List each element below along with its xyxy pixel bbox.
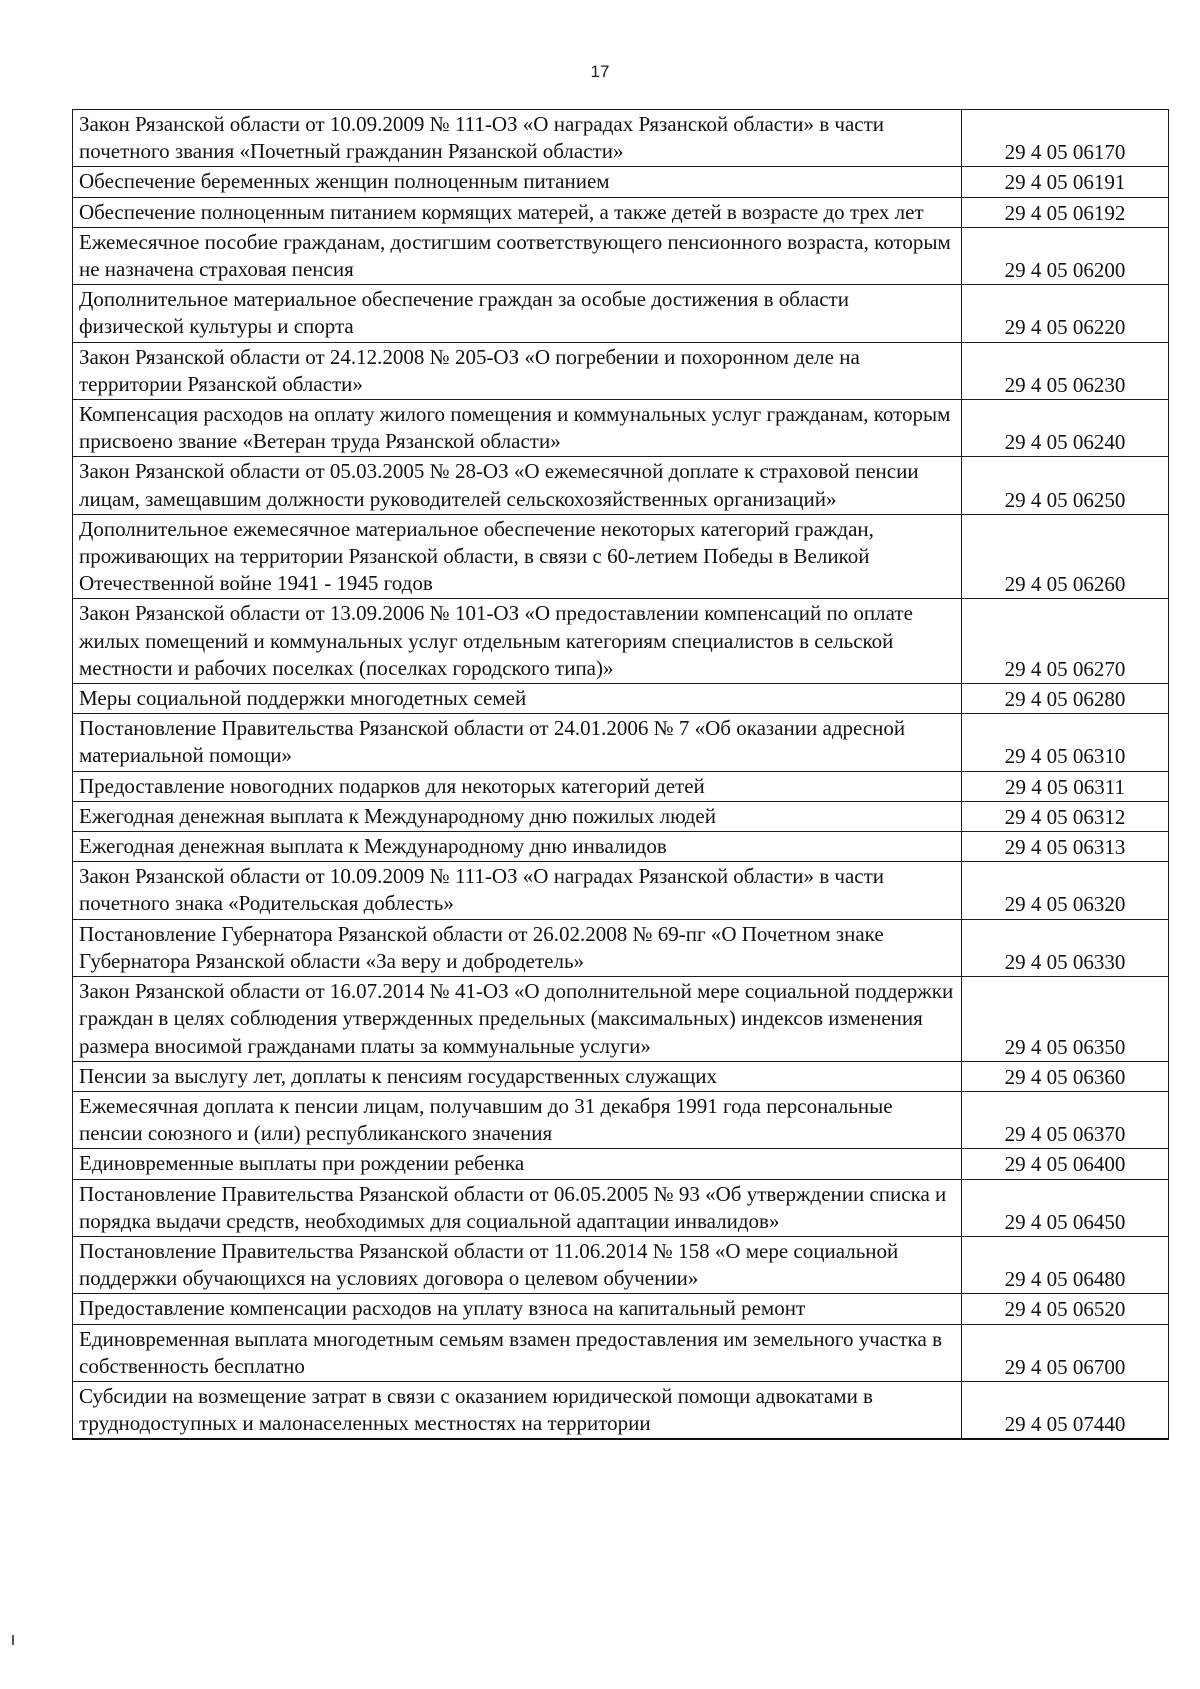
table-row — [73, 714, 1169, 771]
row-description: Субсидии на возмещение затрат в связи с оказанием юридической помощи адвокатами в труднодоступных и малонаселенных местностях на территории — [73, 1381, 962, 1439]
table-row — [73, 771, 1169, 801]
row-description: Закон Рязанской области от 05.03.2005 № 28-ОЗ «О ежемесячной доплате к страховой пенсии лицам, замещавшим должности руководителей сельскохозяйственных организаций» — [73, 457, 962, 514]
row-description: Закон Рязанской области от 24.12.2008 № 205-ОЗ «О погребении и похоронном деле на территории Рязанской области» — [73, 342, 962, 399]
row-description: Единовременные выплаты при рождении ребенка — [73, 1149, 962, 1179]
table-row — [73, 977, 1169, 1062]
table-row — [73, 1324, 1169, 1381]
row-description: Постановление Правительства Рязанской области от 06.05.2005 № 93 «Об утверждении списка и порядка выдачи средств, необходимых для социальной адаптации инвалидов» — [73, 1179, 962, 1236]
budget-classification-table — [72, 109, 1169, 1440]
row-code: 29 4 05 06311 — [962, 771, 1169, 801]
row-description: Закон Рязанской области от 10.09.2009 № 111-ОЗ «О наградах Рязанской области» в части почетного звания «Почетный гражданин Рязанской области» — [73, 110, 962, 167]
row-code: 29 4 05 06320 — [962, 862, 1169, 919]
row-code: 29 4 05 06480 — [962, 1236, 1169, 1293]
table-row — [73, 801, 1169, 831]
row-code: 29 4 05 06350 — [962, 977, 1169, 1062]
row-description: Меры социальной поддержки многодетных семей — [73, 684, 962, 714]
row-description: Пенсии за выслугу лет, доплаты к пенсиям государственных служащих — [73, 1061, 962, 1091]
table-row — [73, 832, 1169, 862]
table-row — [73, 1061, 1169, 1091]
row-description: Ежегодная денежная выплата к Международному дню пожилых людей — [73, 801, 962, 831]
table-row — [73, 1236, 1169, 1293]
row-code: 29 4 05 06310 — [962, 714, 1169, 771]
table-row — [73, 1179, 1169, 1236]
page-number: 17 — [590, 62, 610, 81]
row-code: 29 4 05 06200 — [962, 227, 1169, 284]
row-description: Обеспечение беременных женщин полноценным питанием — [73, 167, 962, 197]
table-row — [73, 227, 1169, 284]
row-description: Закон Рязанской области от 10.09.2009 № 111-ОЗ «О наградах Рязанской области» в части почетного знака «Родительская доблесть» — [73, 862, 962, 919]
row-code: 29 4 05 06270 — [962, 599, 1169, 684]
table-row — [73, 1091, 1169, 1148]
row-description: Ежегодная денежная выплата к Международному дню инвалидов — [73, 832, 962, 862]
row-description: Предоставление компенсации расходов на уплату взноса на капитальный ремонт — [73, 1294, 962, 1324]
row-code: 29 4 05 06260 — [962, 514, 1169, 599]
row-code: 29 4 05 06450 — [962, 1179, 1169, 1236]
row-code: 29 4 05 06220 — [962, 285, 1169, 342]
table-row — [73, 919, 1169, 976]
row-code: 29 4 05 06191 — [962, 167, 1169, 197]
row-code: 29 4 05 06313 — [962, 832, 1169, 862]
table-row — [73, 514, 1169, 599]
table-row — [73, 684, 1169, 714]
row-code: 29 4 05 07440 — [962, 1381, 1169, 1439]
table-row — [73, 342, 1169, 399]
table-row — [73, 197, 1169, 227]
table-row — [73, 1149, 1169, 1179]
row-code: 29 4 05 06360 — [962, 1061, 1169, 1091]
row-code: 29 4 05 06170 — [962, 110, 1169, 167]
row-code: 29 4 05 06400 — [962, 1149, 1169, 1179]
row-code: 29 4 05 06280 — [962, 684, 1169, 714]
scan-margin-mark — [12, 1635, 14, 1645]
row-code: 29 4 05 06370 — [962, 1091, 1169, 1148]
row-description: Предоставление новогодних подарков для некоторых категорий детей — [73, 771, 962, 801]
row-code: 29 4 05 06230 — [962, 342, 1169, 399]
row-description: Постановление Губернатора Рязанской области от 26.02.2008 № 69-пг «О Почетном знаке Губернатора Рязанской области «За веру и добродетель» — [73, 919, 962, 976]
table-row — [73, 400, 1169, 457]
table-row — [73, 167, 1169, 197]
row-code: 29 4 05 06330 — [962, 919, 1169, 976]
row-code: 29 4 05 06700 — [962, 1324, 1169, 1381]
row-code: 29 4 05 06520 — [962, 1294, 1169, 1324]
table-row — [73, 862, 1169, 919]
row-description: Постановление Правительства Рязанской области от 24.01.2006 № 7 «Об оказании адресной материальной помощи» — [73, 714, 962, 771]
row-code: 29 4 05 06312 — [962, 801, 1169, 831]
table-body — [73, 110, 1169, 1440]
row-description: Компенсация расходов на оплату жилого помещения и коммунальных услуг гражданам, которым присвоено звание «Ветеран труда Рязанской области» — [73, 400, 962, 457]
row-description: Дополнительное ежемесячное материальное обеспечение некоторых категорий граждан, проживающих на территории Рязанской области, в связи с 60-летием Победы в Великой Отечественной войне 1941 - 1945 годов — [73, 514, 962, 599]
table-row — [73, 599, 1169, 684]
table-row — [73, 1294, 1169, 1324]
table-row — [73, 1381, 1169, 1439]
row-description: Ежемесячное пособие гражданам, достигшим соответствующего пенсионного возраста, которым не назначена страховая пенсия — [73, 227, 962, 284]
row-description: Дополнительное материальное обеспечение граждан за особые достижения в области физической культуры и спорта — [73, 285, 962, 342]
table-row — [73, 457, 1169, 514]
row-code: 29 4 05 06250 — [962, 457, 1169, 514]
row-code: 29 4 05 06192 — [962, 197, 1169, 227]
table-row — [73, 110, 1169, 167]
row-description: Обеспечение полноценным питанием кормящих матерей, а также детей в возрасте до трех лет — [73, 197, 962, 227]
row-description: Постановление Правительства Рязанской области от 11.06.2014 № 158 «О мере социальной поддержки обучающихся на условиях договора о целевом обучении» — [73, 1236, 962, 1293]
row-description: Единовременная выплата многодетным семьям взамен предоставления им земельного участка в собственность бесплатно — [73, 1324, 962, 1381]
row-description: Закон Рязанской области от 13.09.2006 № 101-ОЗ «О предоставлении компенсаций по оплате жилых помещений и коммунальных услуг отдельным категориям специалистов в сельской местности и рабочих поселках (поселках городского типа)» — [73, 599, 962, 684]
row-code: 29 4 05 06240 — [962, 400, 1169, 457]
row-description: Закон Рязанской области от 16.07.2014 № 41-ОЗ «О дополнительной мере социальной поддержки граждан в целях соблюдения утвержденных предельных (максимальных) индексов изменения размера вносимой гражданами платы за коммунальные услуги» — [73, 977, 962, 1062]
table-row — [73, 285, 1169, 342]
row-description: Ежемесячная доплата к пенсии лицам, получавшим до 31 декабря 1991 года персональные пенсии союзного и (или) республиканского значения — [73, 1091, 962, 1148]
